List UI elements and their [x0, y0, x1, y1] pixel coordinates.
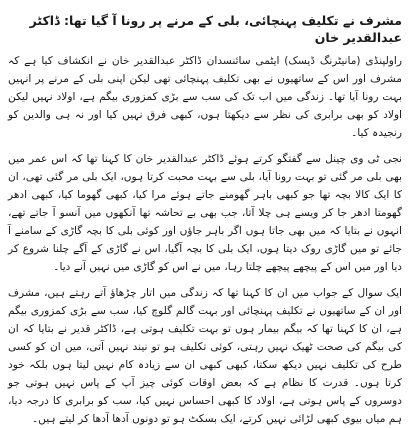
article-paragraph-3: ایک سوال کے جواب میں ان کا کہنا تھا کہ زندگی میں اتار چڑھاؤ آتے رہتے ہیں، مشرف اور ان کے ساتھیوں نے تکلیف پہنچائی اور بہت گالم گلوچ کیا، سب سے بڑی کمزوری بیگم ہے، ان کا کہنا تھا کہ بیگم بیمار ہوں تو بہت تکلیف ہوتی ہے، ڈاکٹر قدیر نے بتایا کہ ان کی بیگم کی صحت ٹھیک نہیں رہتی، کوئی تکلیف ہو تو نیند نہیں آتی، میں ان کو کسی طرح کی تکلیف نہیں دیکھ سکتا، کبھی کبھی ان سے زیادہ کام نہیں لیتا ہوں بلکہ خود کرتا ہوں۔ قدرت کا نظام ہے کہ بعض اوقات کوئی چیز آپ کے پاس نہیں ہوتی جو دوسروں کے پاس ہوتی ہے، اولاد کا کبھی احساس نہیں کیا، سب کو برابری کا درجہ دیا، ہم میاں بیوی کبھی لڑائی نہیں کرتے، ایک بسکٹ ہو تو دونوں آدھا آدھا کر لیتے ہیں۔ [8, 287, 402, 425]
article-headline: مشرف نے تکلیف پہنچائی، بلی کے مرنے پر رونا آ گیا تھا: ڈاکٹر عبدالقدیر خان [29, 13, 402, 45]
article-paragraph-2: نجی ٹی وی چینل سے گفتگو کرتے ہوئے ڈاکٹر عبدالقدیر خان کا کہنا تھا کہ اس عمر میں بھی بلی مر گئی تو بہت رونا آیا، بلی سے بہت محبت کرتا ہوں، ایک بلی مر گئی تھی، ان کا ایک کالا بچہ تھا جو کبھی باہر گھومنے جاتے ہوئے مرا کیا، کبھی گھوما کیا، کبھی ادھر گھومتا ادھر جا کر ویسے ہی چلا آتا، جب بھی بے تحاشہ تھا آنکھوں میں آنسو آ جاتے تھے، انہوں نے بتایا کہ میں بھی جاتا ہوں اگر باہر جاؤں اور کوئی بلی کا بچہ گاڑی کے سامنے آ جائے تو میں گاڑی روک دیتا ہوں، ایک بلی کا بچہ آگیا، اس نے گاڑی کے آگے چلنا شروع کر دیا اور میں اس کے پیچھے پیچھے چلتا رہا، میں نے اس کو گاڑی میں نہیں آنے دیا۔ [8, 153, 402, 273]
article-paragraph-1: راولپنڈی (مانیٹرنگ ڈیسک) ایٹمی سائنسدان ڈاکٹر عبدالقدیر خان نے انکشاف کیا ہے کہ مشرف اور اس کے ساتھیوں نے بھی تکلیف پہنچائی تھی لیکن اپنی بلی کے مرنے پر انہیں بہت رونا آیا تھا۔ زندگی میں اب تک کی سب سے بڑی کمزوری بیگم ہے، اولاد نہیں لیکن اولاد کو بھی برابری کی نظر سے دیکھتا ہوں، کبھی فرق نہیں کیا اور نہ ہی والدین کو رنجیدہ کیا۔ [8, 55, 402, 139]
